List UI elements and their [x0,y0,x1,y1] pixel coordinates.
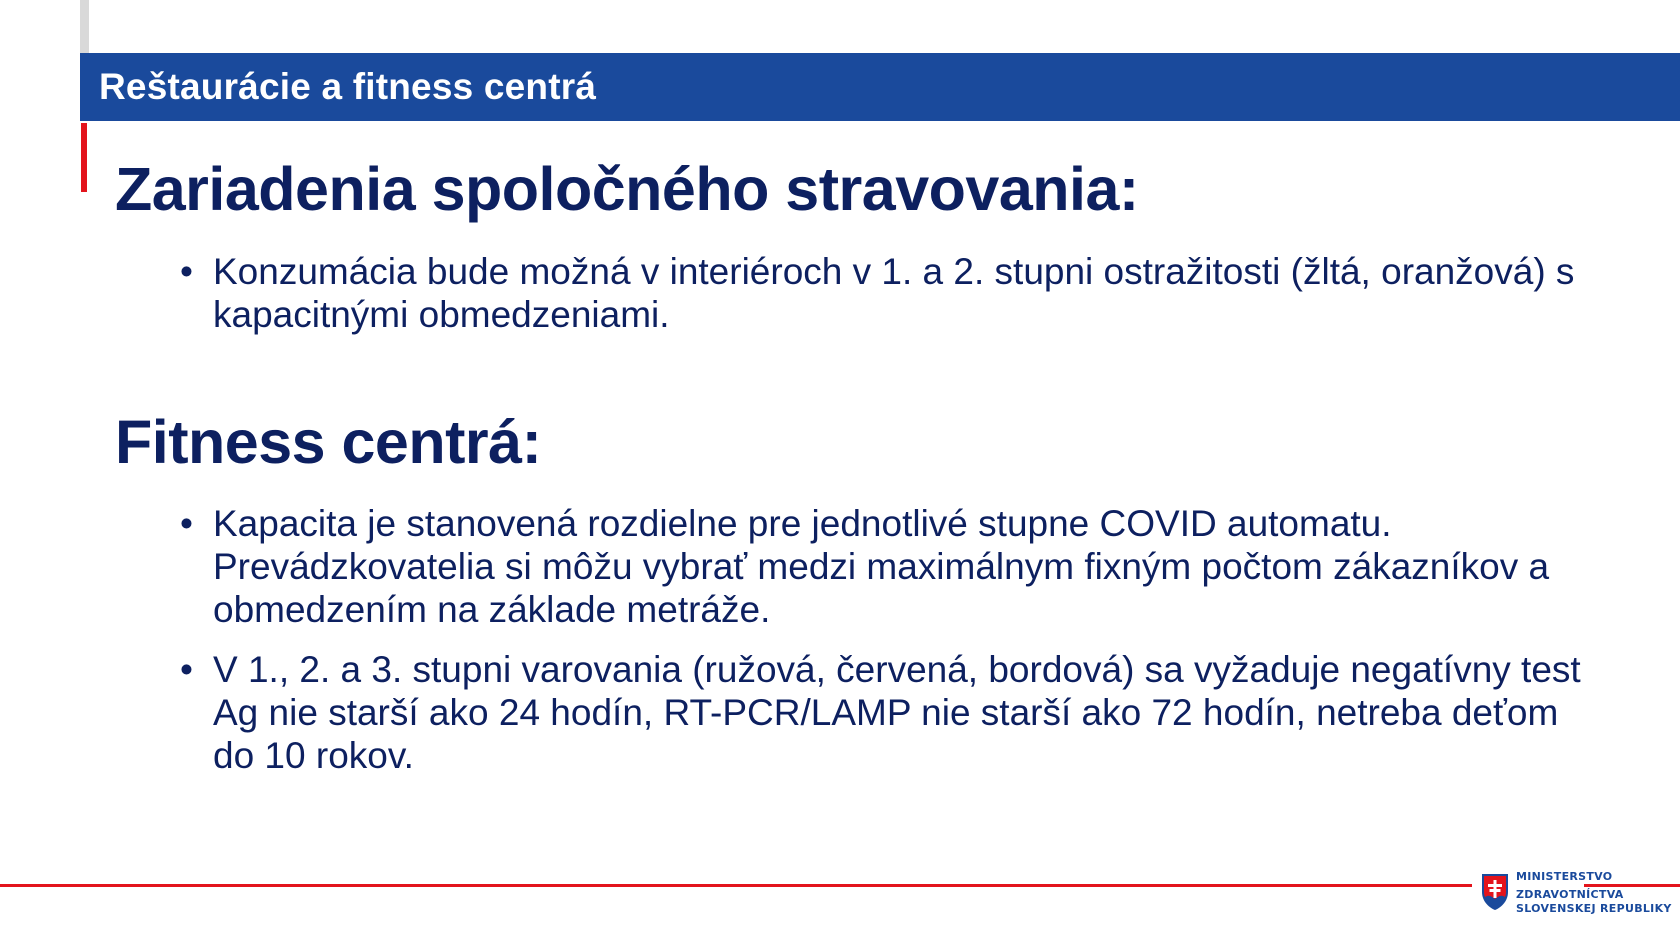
slide-title: Reštaurácie a fitness centrá [99,66,597,107]
logo-line: SLOVENSKEJ REPUBLIKY [1516,902,1672,915]
logo-line: MINISTERSTVO [1516,870,1613,883]
coat-of-arms-icon [1480,872,1510,912]
footer-divider [0,884,1472,887]
bullet-dot-icon: • [180,251,193,292]
bullet-text: V 1., 2. a 3. stupni varovania (ružová, červená, bordová) sa vyžaduje negatívny test Ag nie starší ako 24 hodín, RT-PCR/LAMP nie starší ako 72 hodín, netreba deťom do 10 rokov. [213,649,1581,776]
bullet-dot-icon: • [180,503,193,544]
slide-edge-bar [80,0,89,53]
bullet-item [180,250,1593,336]
bullet-text: Kapacita je stanovená rozdielne pre jednotlivé stupne COVID automatu. Prevádzkovatelia si môžu vybrať medzi maximálnym fixným počtom zákazníkov a obmedzením na základe metráže. [213,503,1550,630]
bullet-item [180,648,1593,777]
logo-text [1516,870,1672,916]
ministry-logo [1478,868,1678,920]
bullet-dot-icon: • [180,649,193,690]
red-accent-bar [81,123,87,192]
bullet-text: Konzumácia bude možná v interiéroch v 1. a 2. stupni ostražitosti (žltá, oranžová) s kapacitnými obmedzeniami. [213,251,1575,335]
section-heading-fitness: Fitness centrá: [115,408,542,476]
slide-header-bar [80,53,1680,121]
logo-line: ZDRAVOTNÍCTVA [1516,888,1624,901]
bullet-item [180,502,1593,631]
section-heading-restaurants: Zariadenia spoločného stravovania: [115,155,1139,223]
